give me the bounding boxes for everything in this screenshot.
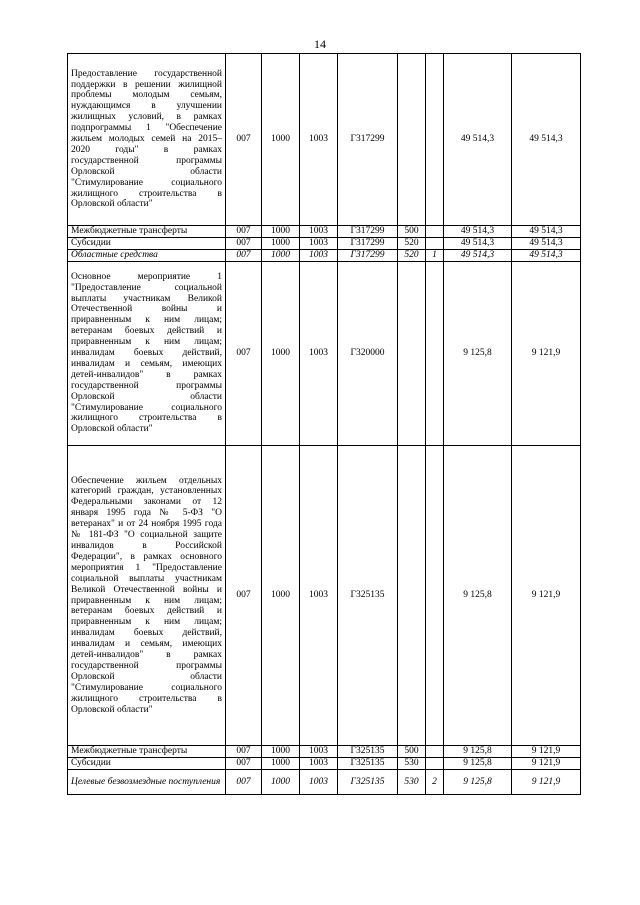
amount-actual: 49 514,3 (512, 54, 581, 226)
ved-code: 007 (226, 250, 262, 262)
amount-plan: 49 514,3 (444, 54, 512, 226)
ved-code: 007 (226, 262, 262, 446)
target-article-code: Г325135 (338, 758, 398, 770)
section-code: 1000 (262, 262, 300, 446)
table-row (68, 262, 581, 446)
expense-type-code: 500 (398, 746, 426, 758)
expense-type-code (398, 262, 426, 446)
budget-table (67, 53, 581, 795)
subsection-code: 1003 (300, 226, 338, 238)
amount-actual: 9 121,9 (512, 758, 581, 770)
subsection-code: 1003 (300, 262, 338, 446)
subsection-code: 1003 (300, 446, 338, 746)
source-code (426, 262, 444, 446)
table-row (68, 446, 581, 746)
expense-type-code (398, 446, 426, 746)
ved-code: 007 (226, 758, 262, 770)
expense-type-code: 520 (398, 238, 426, 250)
amount-actual: 9 121,9 (512, 446, 581, 746)
table-row (68, 770, 581, 795)
amount-plan: 9 125,8 (444, 262, 512, 446)
source-code (426, 758, 444, 770)
expense-type-code (398, 54, 426, 226)
subsection-code: 1003 (300, 770, 338, 795)
row-description: Предоставление государственной поддержки в решении жилищной проблемы молодым семьям, нуждающимся в улучшении жилищных условий, в рамках подпрограммы 1 "Обеспечение жильем молодых семей на 2015–2020 годы" в рамках государственной программы Орловской области "Стимулирование социального жилищного строительства в Орловской области" (68, 54, 226, 226)
amount-actual: 49 514,3 (512, 238, 581, 250)
target-article-code: Г317299 (338, 238, 398, 250)
table-row (68, 746, 581, 758)
subsection-code: 1003 (300, 238, 338, 250)
source-code (426, 54, 444, 226)
section-code: 1000 (262, 446, 300, 746)
table-row (68, 238, 581, 250)
subsection-code: 1003 (300, 746, 338, 758)
amount-actual: 49 514,3 (512, 226, 581, 238)
expense-type-code: 530 (398, 770, 426, 795)
row-description: Обеспечение жильем отдельных категорий граждан, установленных Федеральными законами от 12 января 1995 года № 5-ФЗ "О ветеранах" и от 24 ноября 1995 года № 181-ФЗ "О социальной защите инвалидов в Российской Федерации", в рамках основного мероприятия 1 "Предоставление социальной выплаты участникам Великой Отечественной войны и приравненным к ним лицам; ветеранам боевых действий и приравненным к ним лицам; инвалидам боевых действий, инвалидам и семьям, имеющих детей-инвалидов" в рамках государственной программы Орловской области "Стимулирование социального жилищного строительства в Орловской области" (68, 446, 226, 746)
source-code (426, 746, 444, 758)
ved-code: 007 (226, 746, 262, 758)
target-article-code: Г317299 (338, 54, 398, 226)
amount-plan: 9 125,8 (444, 770, 512, 795)
source-code (426, 446, 444, 746)
amount-plan: 9 125,8 (444, 758, 512, 770)
ved-code: 007 (226, 770, 262, 795)
amount-plan: 49 514,3 (444, 238, 512, 250)
table-row (68, 54, 581, 226)
section-code: 1000 (262, 770, 300, 795)
amount-actual: 9 121,9 (512, 770, 581, 795)
amount-plan: 9 125,8 (444, 746, 512, 758)
source-code (426, 226, 444, 238)
amount-actual: 9 121,9 (512, 746, 581, 758)
amount-plan: 49 514,3 (444, 226, 512, 238)
section-code: 1000 (262, 238, 300, 250)
source-code: 2 (426, 770, 444, 795)
subsection-code: 1003 (300, 54, 338, 226)
target-article-code: Г325135 (338, 446, 398, 746)
row-description: Основное мероприятие 1 "Предоставление социальной выплаты участникам Великой Отечественной войны и приравненным к ним лицам; ветеранам боевых действий и приравненным к ним лицам; инвалидам боевых действий, инвалидам и семьям, имеющих детей-инвалидов" в рамках государственной программы Орловской области "Стимулирование социального жилищного строительства в Орловской области" (68, 262, 226, 446)
amount-actual: 9 121,9 (512, 262, 581, 446)
row-description: Субсидии (68, 238, 226, 250)
expense-type-code: 520 (398, 250, 426, 262)
amount-actual: 49 514,3 (512, 250, 581, 262)
section-code: 1000 (262, 250, 300, 262)
page-number: 14 (314, 37, 326, 51)
ved-code: 007 (226, 446, 262, 746)
subsection-code: 1003 (300, 758, 338, 770)
table-row (68, 758, 581, 770)
ved-code: 007 (226, 54, 262, 226)
source-code: 1 (426, 250, 444, 262)
row-description: Областные средства (68, 250, 226, 262)
expense-type-code: 530 (398, 758, 426, 770)
row-description: Целевые безвозмездные поступления (68, 770, 226, 795)
section-code: 1000 (262, 226, 300, 238)
table-row (68, 226, 581, 238)
expense-type-code: 500 (398, 226, 426, 238)
row-description: Межбюджетные трансферты (68, 226, 226, 238)
source-code (426, 238, 444, 250)
row-description: Субсидии (68, 758, 226, 770)
amount-plan: 49 514,3 (444, 250, 512, 262)
target-article-code: Г320000 (338, 262, 398, 446)
section-code: 1000 (262, 758, 300, 770)
row-description: Межбюджетные трансферты (68, 746, 226, 758)
ved-code: 007 (226, 226, 262, 238)
target-article-code: Г317299 (338, 250, 398, 262)
amount-plan: 9 125,8 (444, 446, 512, 746)
target-article-code: Г317299 (338, 226, 398, 238)
target-article-code: Г325135 (338, 770, 398, 795)
subsection-code: 1003 (300, 250, 338, 262)
section-code: 1000 (262, 746, 300, 758)
ved-code: 007 (226, 238, 262, 250)
table-row (68, 250, 581, 262)
target-article-code: Г325135 (338, 746, 398, 758)
section-code: 1000 (262, 54, 300, 226)
